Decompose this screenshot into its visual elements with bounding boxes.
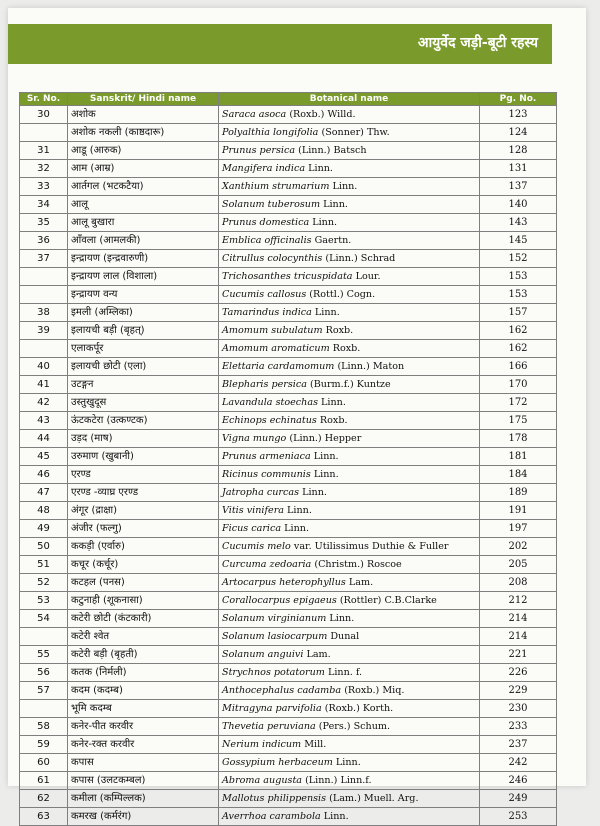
sr-no-cell: 60	[20, 754, 68, 772]
page-no-cell: 230	[480, 700, 557, 718]
botanical-name-cell	[219, 106, 480, 124]
table-row	[20, 772, 557, 790]
botanical-authority: Linn.	[309, 217, 338, 228]
sr-no-cell: 49	[20, 520, 68, 538]
page-no-cell: 189	[480, 484, 557, 502]
sanskrit-hindi-name-cell: उटङ्गन	[68, 376, 219, 394]
botanical-genus-species: Nerium indicum	[222, 739, 302, 750]
page-no-cell: 162	[480, 322, 557, 340]
botanical-name-cell	[219, 664, 480, 682]
botanical-name-cell	[219, 808, 480, 826]
botanical-genus-species: Solanum anguivi	[222, 649, 304, 660]
botanical-name-cell	[219, 250, 480, 268]
sanskrit-hindi-name-cell: इन्द्रायण वन्य	[68, 286, 219, 304]
botanical-authority: Dunal	[327, 631, 360, 642]
botanical-authority: (Roxb.) Miq.	[341, 685, 405, 696]
sanskrit-hindi-name-cell: अंजीर (फल्गु)	[68, 520, 219, 538]
sr-no-cell	[20, 628, 68, 646]
sr-no-cell: 48	[20, 502, 68, 520]
table-row	[20, 322, 557, 340]
sr-no-cell: 47	[20, 484, 68, 502]
sanskrit-hindi-name-cell: एलाकर्पूर	[68, 340, 219, 358]
page-no-cell: 128	[480, 142, 557, 160]
botanical-name-cell	[219, 448, 480, 466]
botanical-authority: Linn.	[329, 181, 358, 192]
page-no-cell: 208	[480, 574, 557, 592]
table-row	[20, 520, 557, 538]
botanical-name-cell	[219, 646, 480, 664]
table-row	[20, 592, 557, 610]
sr-no-cell: 33	[20, 178, 68, 196]
sanskrit-hindi-name-cell: आडू (आरुक)	[68, 142, 219, 160]
botanical-authority: (Rottl.) Cogn.	[306, 289, 376, 300]
sr-no-cell: 61	[20, 772, 68, 790]
sr-no-cell: 38	[20, 304, 68, 322]
botanical-authority: Linn.	[318, 397, 346, 408]
sanskrit-hindi-name-cell: इन्द्रायण लाल (विशाला)	[68, 268, 219, 286]
botanical-genus-species: Curcuma zedoaria	[222, 559, 312, 570]
sanskrit-hindi-name-cell: आम (आम्र)	[68, 160, 219, 178]
herb-index-table-wrap	[19, 92, 556, 826]
botanical-genus-species: Cucumis melo	[222, 541, 291, 552]
sr-no-cell: 59	[20, 736, 68, 754]
sanskrit-hindi-name-cell: कटुनाही (शूकनासा)	[68, 592, 219, 610]
page-no-cell: 140	[480, 196, 557, 214]
table-row	[20, 106, 557, 124]
botanical-name-cell	[219, 736, 480, 754]
page-no-cell: 214	[480, 610, 557, 628]
book-title: आयुर्वेद जड़ी-बूटी रहस्य	[417, 35, 538, 51]
botanical-name-cell	[219, 160, 480, 178]
sr-no-cell: 50	[20, 538, 68, 556]
botanical-authority: (Burm.f.) Kuntze	[306, 379, 391, 390]
table-row	[20, 340, 557, 358]
sr-no-cell: 57	[20, 682, 68, 700]
sanskrit-hindi-name-cell: भूमि कदम्ब	[68, 700, 219, 718]
table-row	[20, 754, 557, 772]
sanskrit-hindi-name-cell: कनेर-पीत करवीर	[68, 718, 219, 736]
botanical-genus-species: Xanthium strumarium	[222, 181, 330, 192]
botanical-authority: Gaertn.	[311, 235, 352, 246]
table-row	[20, 628, 557, 646]
page-no-cell: 184	[480, 466, 557, 484]
table-row	[20, 124, 557, 142]
botanical-genus-species: Tamarindus indica	[222, 307, 312, 318]
table-row	[20, 142, 557, 160]
botanical-authority: Linn.	[305, 163, 333, 174]
page-no-cell: 229	[480, 682, 557, 700]
table-row	[20, 718, 557, 736]
sanskrit-hindi-name-cell: कपास (उलटकम्बल)	[68, 772, 219, 790]
botanical-name-cell	[219, 484, 480, 502]
botanical-name-cell	[219, 772, 480, 790]
table-row	[20, 682, 557, 700]
page-no-cell: 152	[480, 250, 557, 268]
page-no-cell: 143	[480, 214, 557, 232]
sanskrit-hindi-name-cell: इलायची छोटी (एला)	[68, 358, 219, 376]
page-no-cell: 214	[480, 628, 557, 646]
page-no-cell: 246	[480, 772, 557, 790]
botanical-name-cell	[219, 124, 480, 142]
botanical-name-cell	[219, 376, 480, 394]
sr-no-cell: 63	[20, 808, 68, 826]
botanical-name-cell	[219, 790, 480, 808]
sanskrit-hindi-name-cell: इमली (अम्लिका)	[68, 304, 219, 322]
botanical-genus-species: Citrullus colocynthis	[222, 253, 323, 264]
botanical-name-cell	[219, 466, 480, 484]
sanskrit-hindi-name-cell: ककड़ी (एर्वारु)	[68, 538, 219, 556]
table-row	[20, 232, 557, 250]
sanskrit-hindi-name-cell: उस्तुखुदूस	[68, 394, 219, 412]
table-row	[20, 160, 557, 178]
botanical-authority: (Linn.) Schrad	[322, 253, 396, 264]
table-row	[20, 484, 557, 502]
sanskrit-hindi-name-cell: कनेर-रक्त करवीर	[68, 736, 219, 754]
sanskrit-hindi-name-cell: आलू	[68, 196, 219, 214]
botanical-authority: Linn.	[320, 811, 349, 822]
sr-no-cell: 42	[20, 394, 68, 412]
botanical-genus-species: Elettaria cardamomum	[222, 361, 335, 372]
botanical-authority: var. Utilissimus Duthie & Fuller	[290, 541, 449, 552]
page-no-cell: 205	[480, 556, 557, 574]
botanical-name-cell	[219, 718, 480, 736]
botanical-authority: Lam.	[303, 649, 331, 660]
sr-no-cell	[20, 286, 68, 304]
botanical-name-cell	[219, 358, 480, 376]
sanskrit-hindi-name-cell: कदम (कदम्ब)	[68, 682, 219, 700]
sr-no-cell: 35	[20, 214, 68, 232]
sanskrit-hindi-name-cell: आँवला (आमलकी)	[68, 232, 219, 250]
sr-no-cell: 43	[20, 412, 68, 430]
botanical-genus-species: Mangifera indica	[222, 163, 306, 174]
table-row	[20, 358, 557, 376]
botanical-name-cell	[219, 142, 480, 160]
botanical-authority: (Christm.) Roscoe	[311, 559, 402, 570]
table-row	[20, 574, 557, 592]
botanical-authority: Lam.	[345, 577, 374, 588]
botanical-authority: (Linn.) Maton	[334, 361, 405, 372]
botanical-genus-species: Vigna mungo	[222, 433, 287, 444]
botanical-authority: (Sonner) Thw.	[318, 127, 390, 138]
sr-no-cell: 56	[20, 664, 68, 682]
page-no-cell: 221	[480, 646, 557, 664]
sr-no-cell: 36	[20, 232, 68, 250]
sr-no-cell	[20, 340, 68, 358]
page-no-cell: 166	[480, 358, 557, 376]
page-no-cell: 242	[480, 754, 557, 772]
botanical-authority: Roxb.	[322, 325, 354, 336]
sanskrit-hindi-name-cell: कतक (निर्मली)	[68, 664, 219, 682]
botanical-name-cell	[219, 556, 480, 574]
botanical-name-cell	[219, 340, 480, 358]
botanical-authority: (Linn.) Linn.f.	[302, 775, 372, 786]
table-row	[20, 538, 557, 556]
botanical-authority: Linn. f.	[324, 667, 363, 678]
page-no-cell: 137	[480, 178, 557, 196]
col-header-sanskrit-hindi-name: Sanskrit/ Hindi name	[68, 93, 219, 106]
page-no-cell: 153	[480, 286, 557, 304]
botanical-genus-species: Mitragyna parvifolia	[222, 703, 322, 714]
col-header-botanical-name: Botanical name	[219, 93, 480, 106]
page-no-cell: 191	[480, 502, 557, 520]
herb-index-table	[19, 92, 557, 826]
page-no-cell: 178	[480, 430, 557, 448]
botanical-authority: (Pers.) Schum.	[315, 721, 391, 732]
table-row	[20, 304, 557, 322]
sr-no-cell: 41	[20, 376, 68, 394]
sr-no-cell: 37	[20, 250, 68, 268]
botanical-name-cell	[219, 322, 480, 340]
sr-no-cell: 58	[20, 718, 68, 736]
sanskrit-hindi-name-cell: उड़द (माष)	[68, 430, 219, 448]
page-no-cell: 153	[480, 268, 557, 286]
table-row	[20, 376, 557, 394]
botanical-genus-species: Strychnos potatorum	[222, 667, 325, 678]
table-row	[20, 790, 557, 808]
botanical-genus-species: Blepharis persica	[222, 379, 307, 390]
table-row	[20, 448, 557, 466]
botanical-genus-species: Ricinus communis	[222, 469, 311, 480]
botanical-genus-species: Polyalthia longifolia	[222, 127, 319, 138]
botanical-genus-species: Averrhoa carambola	[222, 811, 321, 822]
botanical-authority: Linn.	[326, 613, 355, 624]
table-body	[20, 106, 557, 826]
sanskrit-hindi-name-cell: कपास	[68, 754, 219, 772]
sr-no-cell	[20, 124, 68, 142]
botanical-genus-species: Amomum subulatum	[222, 325, 323, 336]
botanical-name-cell	[219, 592, 480, 610]
sr-no-cell: 51	[20, 556, 68, 574]
botanical-name-cell	[219, 430, 480, 448]
table-row	[20, 268, 557, 286]
botanical-genus-species: Lavandula stoechas	[222, 397, 318, 408]
botanical-genus-species: Saraca asoca	[222, 109, 287, 120]
table-row	[20, 250, 557, 268]
botanical-authority: Linn.	[281, 523, 309, 534]
botanical-name-cell	[219, 178, 480, 196]
sr-no-cell: 62	[20, 790, 68, 808]
botanical-genus-species: Jatropha curcas	[222, 487, 300, 498]
botanical-name-cell	[219, 628, 480, 646]
page-no-cell: 237	[480, 736, 557, 754]
botanical-authority: Roxb.	[316, 415, 348, 426]
sr-no-cell: 39	[20, 322, 68, 340]
table-row	[20, 664, 557, 682]
page-no-cell: 145	[480, 232, 557, 250]
botanical-name-cell	[219, 196, 480, 214]
botanical-name-cell	[219, 268, 480, 286]
page-no-cell: 123	[480, 106, 557, 124]
sanskrit-hindi-name-cell: उरुमाण (खुबानी)	[68, 448, 219, 466]
botanical-name-cell	[219, 538, 480, 556]
sr-no-cell: 54	[20, 610, 68, 628]
botanical-name-cell	[219, 610, 480, 628]
table-row	[20, 412, 557, 430]
botanical-authority: (Linn.) Batsch	[295, 145, 367, 156]
botanical-genus-species: Solanum virginianum	[222, 613, 327, 624]
botanical-genus-species: Artocarpus heterophyllus	[222, 577, 346, 588]
sanskrit-hindi-name-cell: कटहल (पनस)	[68, 574, 219, 592]
page-no-cell: 212	[480, 592, 557, 610]
page-no-cell: 202	[480, 538, 557, 556]
table-row	[20, 286, 557, 304]
sr-no-cell: 40	[20, 358, 68, 376]
botanical-authority: (Rottler) C.B.Clarke	[336, 595, 437, 606]
sr-no-cell: 30	[20, 106, 68, 124]
page-no-cell: 162	[480, 340, 557, 358]
botanical-genus-species: Amomum aromaticum	[222, 343, 330, 354]
botanical-genus-species: Ficus carica	[222, 523, 282, 534]
sr-no-cell: 44	[20, 430, 68, 448]
sanskrit-hindi-name-cell: एरण्ड -व्याघ्र एरण्ड	[68, 484, 219, 502]
botanical-genus-species: Vitis vinifera	[222, 505, 284, 516]
page-no-cell: 233	[480, 718, 557, 736]
page-no-cell: 175	[480, 412, 557, 430]
sr-no-cell: 31	[20, 142, 68, 160]
sr-no-cell	[20, 700, 68, 718]
sanskrit-hindi-name-cell: अशोक	[68, 106, 219, 124]
botanical-genus-species: Solanum tuberosum	[222, 199, 321, 210]
sanskrit-hindi-name-cell: कटेरी छोटी (कंटकारी)	[68, 610, 219, 628]
sr-no-cell: 46	[20, 466, 68, 484]
botanical-authority: Linn.	[332, 757, 361, 768]
botanical-name-cell	[219, 754, 480, 772]
botanical-name-cell	[219, 394, 480, 412]
botanical-genus-species: Trichosanthes tricuspidata	[222, 271, 353, 282]
table-row	[20, 736, 557, 754]
sr-no-cell: 34	[20, 196, 68, 214]
botanical-authority: Linn.	[311, 307, 340, 318]
botanical-name-cell	[219, 502, 480, 520]
table-row	[20, 556, 557, 574]
sanskrit-hindi-name-cell: आर्तगल (भटकटैया)	[68, 178, 219, 196]
botanical-authority: Lour.	[352, 271, 381, 282]
sanskrit-hindi-name-cell: ऊंटकटेरा (उत्कण्टक)	[68, 412, 219, 430]
sanskrit-hindi-name-cell: अंगूर (द्राक्षा)	[68, 502, 219, 520]
botanical-genus-species: Cucumis callosus	[222, 289, 307, 300]
botanical-genus-species: Mallotus philippensis	[222, 793, 327, 804]
table-header-row	[20, 93, 557, 106]
botanical-genus-species: Solanum lasiocarpum	[222, 631, 328, 642]
botanical-name-cell	[219, 520, 480, 538]
page-no-cell: 124	[480, 124, 557, 142]
page-no-cell: 181	[480, 448, 557, 466]
page-no-cell: 253	[480, 808, 557, 826]
botanical-authority: Linn.	[284, 505, 312, 516]
botanical-name-cell	[219, 304, 480, 322]
table-row	[20, 700, 557, 718]
botanical-genus-species: Abroma augusta	[222, 775, 303, 786]
botanical-genus-species: Gossypium herbaceum	[222, 757, 333, 768]
botanical-name-cell	[219, 232, 480, 250]
page-no-cell: 249	[480, 790, 557, 808]
table-row	[20, 808, 557, 826]
sanskrit-hindi-name-cell: कमीला (कम्पिल्लक)	[68, 790, 219, 808]
table-row	[20, 178, 557, 196]
sr-no-cell: 55	[20, 646, 68, 664]
sanskrit-hindi-name-cell: कटेरी श्वेत	[68, 628, 219, 646]
sr-no-cell: 52	[20, 574, 68, 592]
sanskrit-hindi-name-cell: कचूर (कर्चूर)	[68, 556, 219, 574]
botanical-name-cell	[219, 682, 480, 700]
botanical-authority: (Roxb.) Willd.	[286, 109, 356, 120]
page-no-cell: 170	[480, 376, 557, 394]
botanical-genus-species: Echinops echinatus	[222, 415, 317, 426]
botanical-authority: (Linn.) Hepper	[286, 433, 362, 444]
botanical-genus-species: Thevetia peruviana	[222, 721, 316, 732]
header-bar	[8, 24, 552, 64]
botanical-genus-species: Emblica officinalis	[222, 235, 312, 246]
botanical-authority: (Roxb.) Korth.	[321, 703, 394, 714]
botanical-genus-species: Prunus persica	[222, 145, 296, 156]
botanical-authority: Linn.	[310, 451, 339, 462]
botanical-name-cell	[219, 574, 480, 592]
botanical-name-cell	[219, 214, 480, 232]
botanical-authority: Linn.	[320, 199, 348, 210]
table-row	[20, 646, 557, 664]
table-row	[20, 610, 557, 628]
botanical-genus-species: Prunus domestica	[222, 217, 310, 228]
page-no-cell: 197	[480, 520, 557, 538]
sanskrit-hindi-name-cell: एरण्ड	[68, 466, 219, 484]
page-no-cell: 131	[480, 160, 557, 178]
sr-no-cell	[20, 268, 68, 286]
page-no-cell: 172	[480, 394, 557, 412]
botanical-authority: Linn.	[310, 469, 339, 480]
sr-no-cell: 45	[20, 448, 68, 466]
botanical-genus-species: Prunus armeniaca	[222, 451, 311, 462]
botanical-name-cell	[219, 286, 480, 304]
table-row	[20, 196, 557, 214]
table-row	[20, 466, 557, 484]
sanskrit-hindi-name-cell: कमरख (कर्मरंग)	[68, 808, 219, 826]
table-row	[20, 430, 557, 448]
sanskrit-hindi-name-cell: इन्द्रायण (इन्द्रवारुणी)	[68, 250, 219, 268]
botanical-authority: Linn.	[299, 487, 327, 498]
botanical-genus-species: Anthocephalus cadamba	[222, 685, 342, 696]
sr-no-cell: 32	[20, 160, 68, 178]
sanskrit-hindi-name-cell: कटेरी बड़ी (बृहती)	[68, 646, 219, 664]
sr-no-cell: 53	[20, 592, 68, 610]
sanskrit-hindi-name-cell: अशोक नकली (काष्ठदारू)	[68, 124, 219, 142]
sanskrit-hindi-name-cell: इलायची बड़ी (बृहत्)	[68, 322, 219, 340]
botanical-authority: (Lam.) Muell. Arg.	[326, 793, 419, 804]
col-header-page-no: Pg. No.	[480, 93, 557, 106]
table-row	[20, 394, 557, 412]
sanskrit-hindi-name-cell: आलू बुखारा	[68, 214, 219, 232]
page-no-cell: 226	[480, 664, 557, 682]
botanical-name-cell	[219, 412, 480, 430]
page-no-cell: 157	[480, 304, 557, 322]
botanical-name-cell	[219, 700, 480, 718]
table-row	[20, 502, 557, 520]
table-row	[20, 214, 557, 232]
col-header-sr-no: Sr. No.	[20, 93, 68, 106]
botanical-authority: Mill.	[301, 739, 327, 750]
botanical-genus-species: Corallocarpus epigaeus	[222, 595, 337, 606]
botanical-authority: Roxb.	[329, 343, 361, 354]
